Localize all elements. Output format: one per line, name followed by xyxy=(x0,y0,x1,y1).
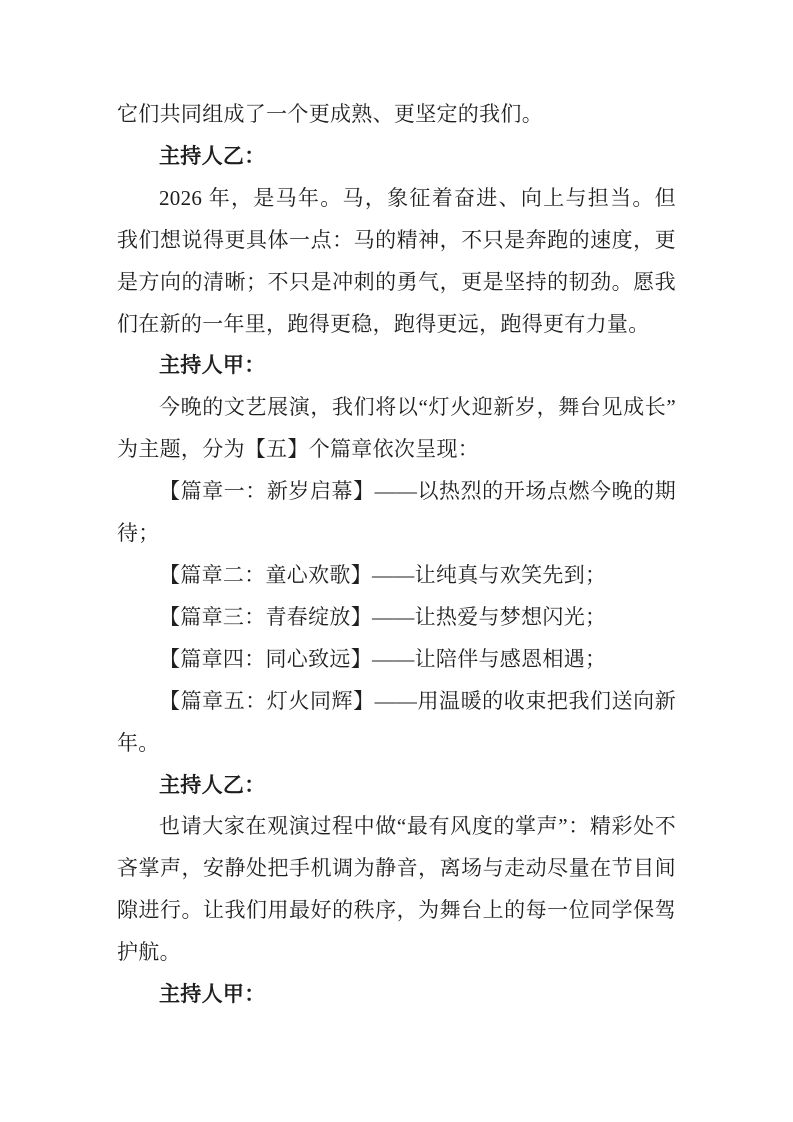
paragraph: 【篇章四：同心致远】——让陪伴与感恩相遇； xyxy=(159,646,607,671)
paragraph: 今晚的文艺展演，我们将以“灯火迎新岁，舞台见成长”为主题，分为【五】个篇章依次呈现： xyxy=(117,395,676,462)
paragraph: 【篇章五：灯火同辉】——用温暖的收束把我们送向新年。 xyxy=(117,688,676,755)
document-body xyxy=(117,94,676,1016)
speaker-heading: 主持人甲： xyxy=(159,353,266,378)
paragraph: 【篇章二：童心欢歌】——让纯真与欢笑先到； xyxy=(159,562,607,587)
paragraph: 也请大家在观演过程中做“最有风度的掌声”：精彩处不吝掌声，安静处把手机调为静音，离场与走动尽量在节目间隙进行。让我们用最好的秩序，为舞台上的每一位同学保驾护航。 xyxy=(117,814,676,965)
paragraph: 【篇章三：青春绽放】——让热爱与梦想闪光； xyxy=(159,604,607,629)
speaker-heading: 主持人乙： xyxy=(159,772,266,797)
speaker-heading: 主持人乙： xyxy=(159,143,266,168)
paragraph: 2026 年，是马年。马，象征着奋进、向上与担当。但我们想说得更具体一点：马的精神，不只是奔跑的速度，更是方向的清晰；不只是冲刺的勇气，更是坚持的韧劲。愿我们在新的一年里，跑得更稳，跑得更远，跑得更有力量。 xyxy=(117,185,676,336)
paragraph: 它们共同组成了一个更成熟、更坚定的我们。 xyxy=(117,102,543,126)
speaker-heading: 主持人甲： xyxy=(159,982,266,1007)
paragraph: 【篇章一：新岁启幕】——以热烈的开场点燃今晚的期待； xyxy=(117,479,676,546)
